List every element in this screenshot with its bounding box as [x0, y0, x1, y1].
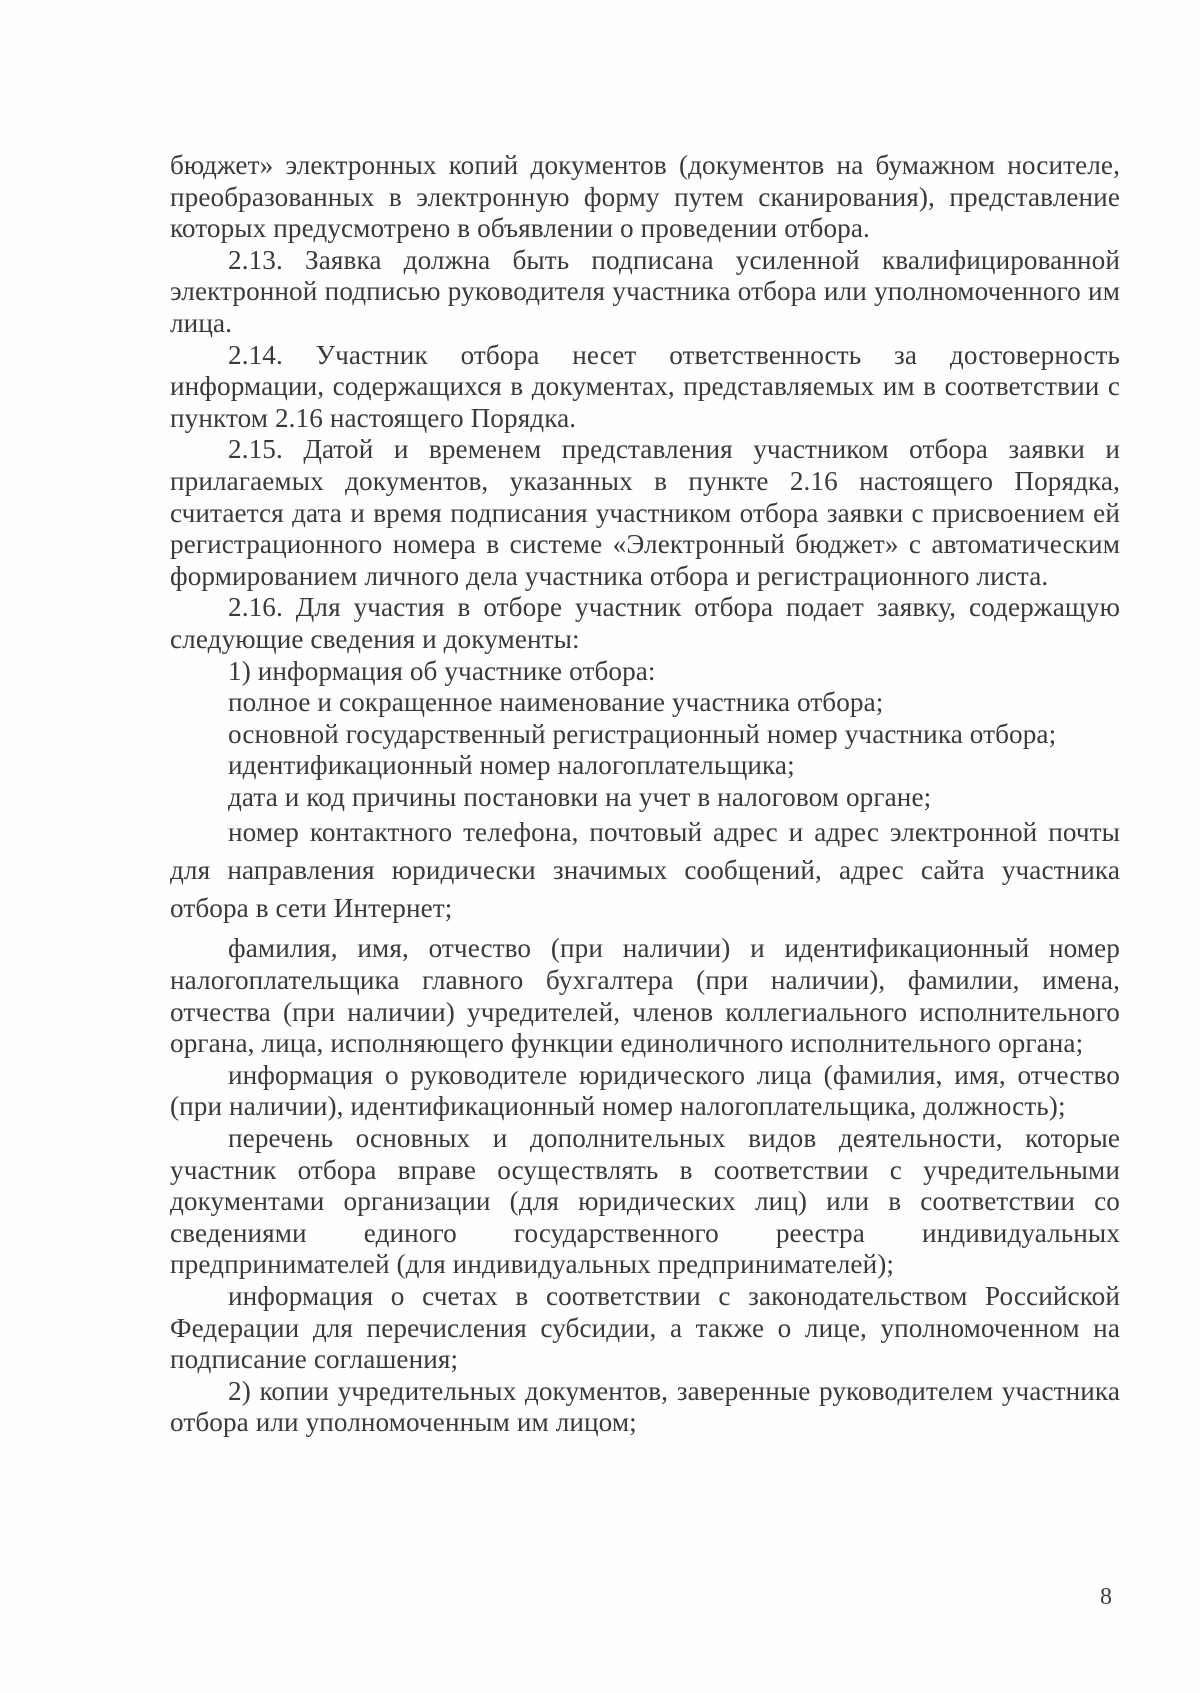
list-item-founding-documents: 2) копии учредительных документов, заверенные руководителем участника отбора или уполномоченным им лицом; [170, 1375, 1120, 1438]
list-item-ogrn: основной государственный регистрационный номер участника отбора; [228, 718, 1057, 749]
list-item-kpp: дата и код причины постановки на учет в налоговом органе; [228, 781, 932, 812]
list-item-activities: перечень основных и дополнительных видов деятельности, которые участник отбора вправе осуществлять в соответствии с учредительными документами организации (для юридических лиц) или в соответствии со сведениями единого государственного реестра индивидуальных предпринимателей (для индивидуальных предпринимателей); [170, 1123, 1120, 1280]
document-body [170, 150, 1120, 1439]
paragraph-2-16: 2.16. Для участия в отборе участник отбора подает заявку, содержащую следующие сведения и документы: [170, 592, 1120, 654]
paragraph-2-15: 2.15. Датой и временем представления участником отбора заявки и прилагаемых документов, указанных в пункте 2.16 настоящего Порядка, считается дата и время подписания участником отбора заявки с присвоением ей регистрационного номера в системе «Электронный бюджет» с автоматическим формированием личного дела участника отбора и регистрационного листа. [170, 434, 1120, 591]
list-item-inn: идентификационный номер налогоплательщика; [228, 750, 795, 781]
list-item-accounts: информация о счетах в соответствии с законодательством Российской Федерации для перечисления субсидии, а также о лице, уполномоченном на подписание соглашения; [170, 1281, 1120, 1375]
paragraph-2-14: 2.14. Участник отбора несет ответственность за достоверность информации, содержащихся в документах, представляемых им в соответствии с пунктом 2.16 настоящего Порядка. [170, 339, 1120, 433]
list-item-chief-accountant: фамилия, имя, отчество (при наличии) и идентификационный номер налогоплательщика главного бухгалтера (при наличии), фамилии, имена, отчества (при наличии) учредителей, членов коллегиального исполнительного органа, лица, исполняющего функции единоличного исполнительного органа; [170, 933, 1120, 1059]
paragraph-2-13: 2.13. Заявка должна быть подписана усиленной квалифицированной электронной подписью руководителя участника отбора или уполномоченного им лица. [170, 244, 1120, 338]
list-item-full-name: полное и сокращенное наименование участника отбора; [228, 687, 884, 718]
page-number: 8 [1100, 1584, 1112, 1610]
list-item-participant-info: 1) информация об участнике отбора: [228, 655, 656, 686]
paragraph-budget-scans: бюджет» электронных копий документов (документов на бумажном носителе, преобразованных в электронную форму путем сканирования), представление которых предусмотрено в объявлении о проведении отбора. [170, 150, 1120, 244]
list-item-head: информация о руководителе юридического лица (фамилия, имя, отчество (при наличии), идентификационный номер налогоплательщика, должность); [170, 1059, 1120, 1122]
list-item-contacts: номер контактного телефона, почтовый адрес и адрес электронной почты для направления юридически значимых сообщений, адрес сайта участника отбора в сети Интернет; [170, 817, 1120, 924]
